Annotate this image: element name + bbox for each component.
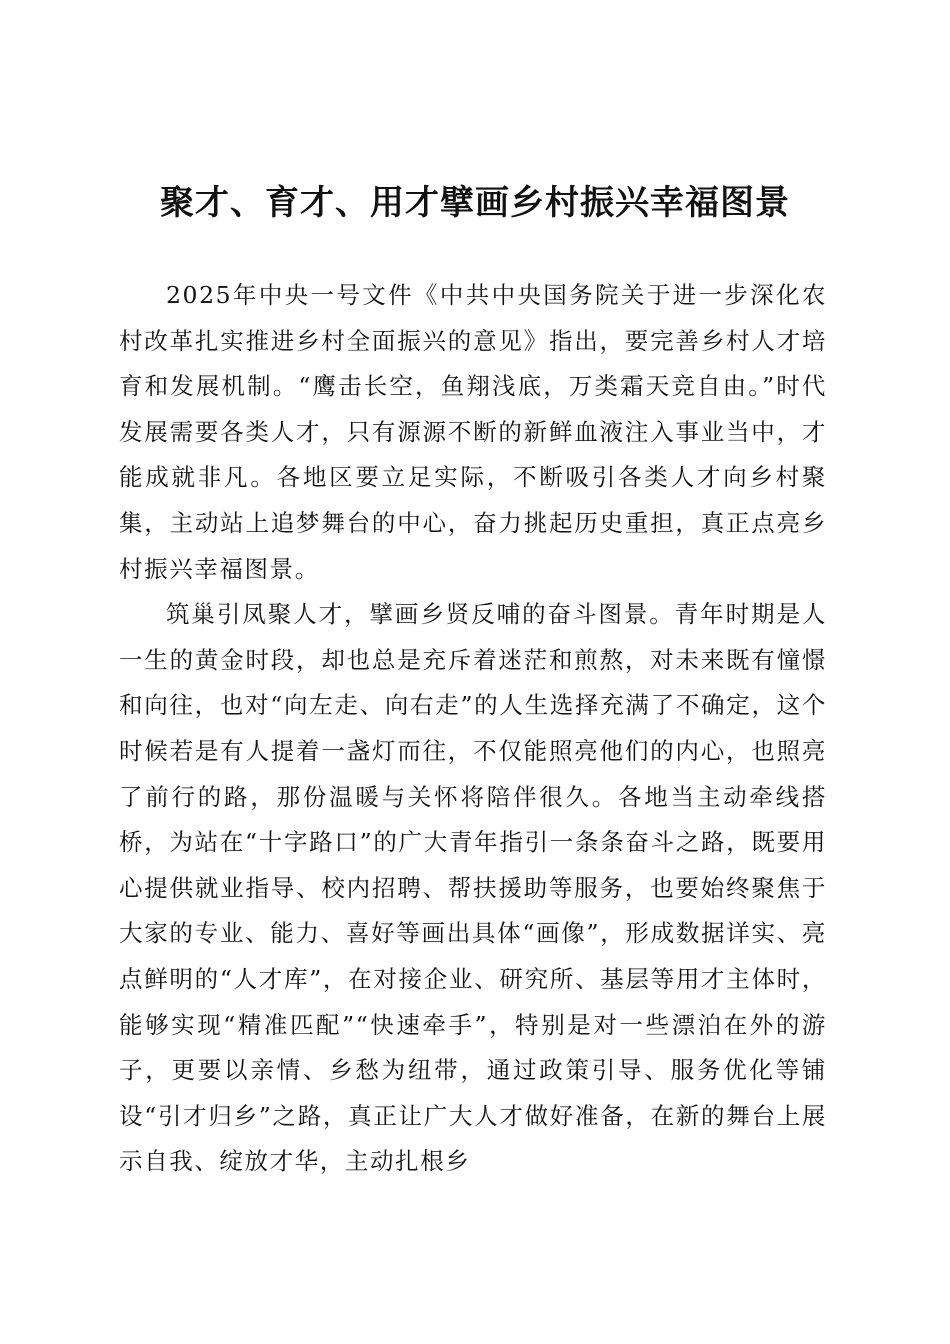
document-body xyxy=(119,273,827,1185)
paragraph-1: 2025年中央一号文件《中共中央国务院关于进一步深化农村改革扎实推进乡村全面振兴的意见》指出，要完善乡村人才培育和发展机制。“鹰击长空，鱼翔浅底，万类霜天竞自由。”时代发展需要各类人才，只有源源不断的新鲜血液注入事业当中，才能成就非凡。各地区要立足实际，不断吸引各类人才向乡村聚集，主动站上追梦舞台的中心，奋力挑起历史重担，真正点亮乡村振兴幸福图景。 xyxy=(119,281,827,583)
document-title: 聚才、育才、用才擘画乡村振兴幸福图景 xyxy=(160,183,790,223)
paragraph-2: 筑巢引凤聚人才，擘画乡贤反哺的奋斗图景。青年时期是人一生的黄金时段，却也总是充斥着迷茫和煎熬，对未来既有憧憬和向往，也对“向左走、向右走”的人生选择充满了不确定，这个时候若是有人提着一盏灯而往，不仅能照亮他们的内心，也照亮了前行的路，那份温暖与关怀将陪伴很久。各地当主动牵线搭桥，为站在“十字路口”的广大青年指引一条条奋斗之路，既要用心提供就业指导、校内招聘、帮扶援助等服务，也要始终聚焦于大家的专业、能力、喜好等画出具体“画像”，形成数据详实、亮点鲜明的“人才库”，在对接企业、研究所、基层等用才主体时，能够实现“精准匹配”“快速牵手”，特别是对一些漂泊在外的游子，更要以亲情、乡愁为纽带，通过政策引导、服务优化等铺设“引才归乡”之路，真正让广大人才做好准备，在新的舞台上展示自我、绽放才华，主动扎根乡 xyxy=(119,600,827,1176)
